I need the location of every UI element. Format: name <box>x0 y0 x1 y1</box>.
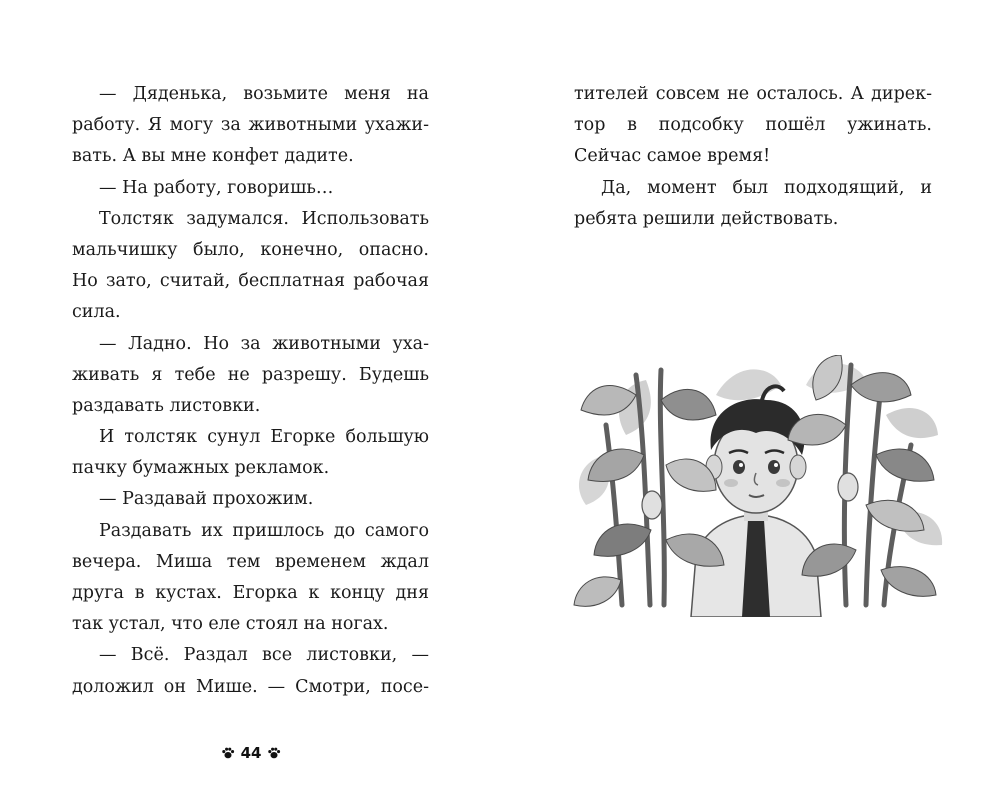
text-line: Да, момент был подходящий, и <box>601 177 932 198</box>
text-line: живать я тебе не разрешу. Будешь <box>72 364 429 385</box>
text-line: Сейчас самое время! <box>574 146 771 167</box>
boy-in-bushes-illustration <box>566 355 946 617</box>
text-line: пачку бумажных рекламок. <box>72 458 330 479</box>
text-line: — Дяденька, возьмите меня на <box>99 84 429 104</box>
text-line: раздавать листовки. <box>72 395 261 416</box>
text-line: сила. <box>72 302 121 323</box>
text-line: мальчишку было, конечно, опасно. <box>72 239 429 260</box>
page-number-folio <box>220 741 282 765</box>
paw-print-icon <box>221 746 235 760</box>
text-line: так устал, что еле стоял на ногах. <box>72 614 389 635</box>
text-line: — Всё. Раздал все листовки, — <box>99 645 429 666</box>
paw-print-icon <box>267 746 281 760</box>
text-line: тителей совсем не осталось. А дирек- <box>574 84 932 104</box>
text-line: — Ладно. Но за животными уха- <box>99 333 429 354</box>
text-line: Толстяк задумался. Использовать <box>99 208 429 229</box>
left-page-text <box>72 79 429 703</box>
text-line: ребята решили действовать. <box>574 208 839 229</box>
text-line: вечера. Миша тем временем ждал <box>72 551 429 572</box>
text-line: Раздавать их пришлось до самого <box>99 520 429 541</box>
text-line: друга в кустах. Егорка к концу дня <box>72 583 429 603</box>
text-line: вать. А вы мне конфет дадите. <box>72 146 354 167</box>
text-line: тор в подсобку пошёл ужинать. <box>574 115 932 136</box>
text-line: И толстяк сунул Егорке большую <box>99 427 429 448</box>
text-line: доложил он Мише. — Смотри, посе- <box>72 676 429 697</box>
page-number: 44 <box>240 744 262 762</box>
right-page-text <box>574 79 932 235</box>
text-line: — Раздавай прохожим. <box>99 489 314 510</box>
text-line: работу. Я могу за животными ухажи- <box>72 115 429 136</box>
text-line: Но зато, считай, бесплатная рабочая <box>72 271 429 292</box>
text-line: — На работу, говоришь… <box>99 177 334 198</box>
